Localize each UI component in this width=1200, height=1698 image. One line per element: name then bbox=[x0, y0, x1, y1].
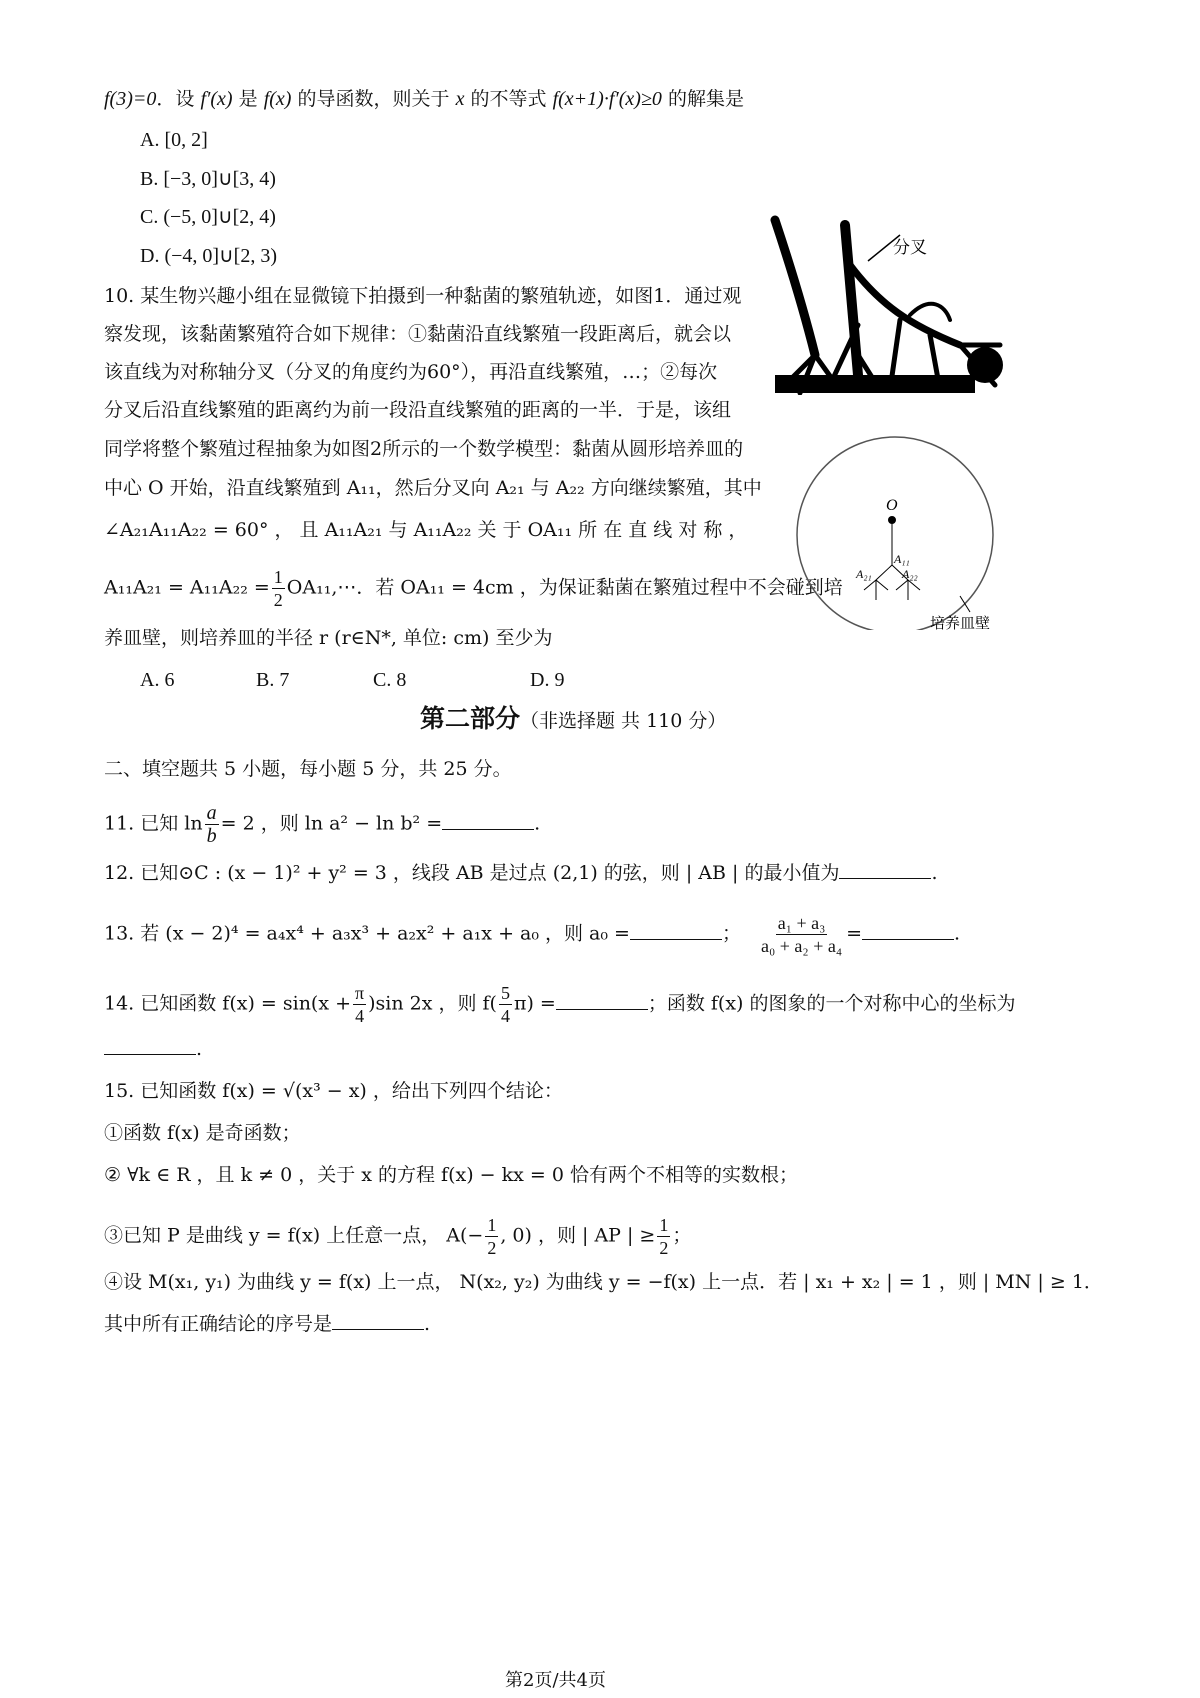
figure-1-slime-mold bbox=[760, 205, 1020, 395]
section2-heading: 二、填空题共 5 小题，每小题 5 分，共 25 分。 bbox=[104, 758, 512, 780]
q10-option-a: A. 6 bbox=[140, 669, 175, 691]
q9-continuation: f(3)=0．设 f′(x) 是 f(x) 的导函数，则关于 x 的不等式 f(x+1)·f′(x)≥0 的解集是 bbox=[104, 88, 744, 110]
q11: 11. 已知 ln $\frac{a}{b}$ = 2 ，则 ln a² − ln b² = . bbox=[104, 802, 541, 847]
q10-line-8: A₁₁A₂₁ = A₁₁A₂₂ = $\frac{1}{2}$ OA₁₁,⋯．若 OA₁₁ = 4cm ，为保证黏菌在繁殖过程中不会碰到培 bbox=[104, 567, 843, 610]
answer-blank[interactable] bbox=[104, 1036, 196, 1055]
answer-blank[interactable] bbox=[332, 1311, 424, 1330]
svg-text:A₂₂: A₂₂ bbox=[902, 567, 918, 581]
q10-option-d: D. 9 bbox=[530, 669, 565, 691]
arrow-icon bbox=[960, 596, 970, 612]
q10-option-c: C. 8 bbox=[373, 669, 407, 691]
q15-statement-1: ①函数 f(x) 是奇函数； bbox=[104, 1122, 301, 1144]
part2-heading: 第二部分（非选择题 共 110 分） bbox=[420, 704, 727, 733]
q9-option-a: A. [0, 2] bbox=[140, 129, 208, 151]
q10-line: 察发现，该黏菌繁殖符合如下规律：①黏菌沿直线繁殖一段距离后，就会以 bbox=[104, 323, 732, 345]
q10-line: 同学将整个繁殖过程抽象为如图2所示的一个数学模型：黏菌从圆形培养皿的 bbox=[104, 438, 744, 460]
q10-line-9: 养皿壁，则培养皿的半径 r (r∈N*, 单位: cm) 至少为 bbox=[104, 627, 553, 649]
answer-blank[interactable] bbox=[862, 921, 954, 940]
q10-line: ∠A₂₁A₁₁A₂₂ = 60° ， 且 A₁₁A₂₁ 与 A₁₁A₂₂ 关 于 OA₁₁ 所 在 直 线 对 称 ， bbox=[104, 519, 748, 541]
q13: 13. 若 (x − 2)⁴ = a₄x⁴ + a₃x³ + a₂x² + a₁x + a₀ ，则 a₀ = ； $\frac{\text{a₁ + a₃}}{\text{a₀ + a₂ + a₄}}$ = . bbox=[104, 913, 961, 956]
q10-line: 该直线为对称轴分叉（分叉的角度约为60°），再沿直线繁殖，…；②每次 bbox=[104, 361, 718, 383]
q12: 12. 已知⊙C : (x − 1)² + y² = 3 ，线段 AB 是过点 (2,1) 的弦，则 | AB | 的最小值为 . bbox=[104, 862, 938, 884]
page-footer: 第2页/共4页 bbox=[505, 1670, 606, 1691]
q9-option-b: B. [−3, 0]∪[3, 4) bbox=[140, 168, 276, 190]
answer-blank[interactable] bbox=[839, 860, 931, 879]
q9-option-d: D. (−4, 0]∪[2, 3) bbox=[140, 245, 278, 267]
answer-blank[interactable] bbox=[442, 811, 534, 830]
q15-statement-3: ③已知 P 是曲线 y = f(x) 上任意一点， A(− $\frac{1}{2}$ , 0) ，则 | AP | ≥ $\frac{1}{2}$ ； bbox=[104, 1215, 692, 1258]
q15-conclusion: 其中所有正确结论的序号是 . bbox=[104, 1313, 431, 1335]
q10-line: 中心 O 开始，沿直线繁殖到 A₁₁，然后分叉向 A₂₁ 与 A₂₂ 方向继续繁殖，其中 bbox=[104, 477, 762, 499]
q15-stem: 15. 已知函数 f(x) = √(x³ − x) ，给出下列四个结论： bbox=[104, 1080, 563, 1102]
q9-option-c: C. (−5, 0]∪[2, 4) bbox=[140, 206, 276, 228]
answer-blank[interactable] bbox=[556, 991, 648, 1010]
answer-blank[interactable] bbox=[630, 921, 722, 940]
q14-blank-line: . bbox=[104, 1036, 202, 1062]
svg-text:A₂₁: A₂₁ bbox=[856, 567, 872, 581]
q10-option-b: B. 7 bbox=[256, 669, 290, 691]
q15-statement-2: ② ∀k ∈ R ，且 k ≠ 0 ，关于 x 的方程 f(x) − kx = 0 恰有两个不相等的实数根； bbox=[104, 1164, 798, 1186]
svg-text:O: O bbox=[886, 497, 898, 514]
figure-1-label: 分叉 bbox=[893, 238, 927, 258]
svg-text:培养皿壁: 培养皿壁 bbox=[930, 614, 991, 630]
figure-2-model bbox=[790, 430, 1020, 630]
q14: 14. 已知函数 f(x) = sin(x + $\frac{\pi}{4}$ )sin 2x ，则 f( $\frac{5}{4}$ π) = ；函数 f(x) 的图象的一个对称中心的坐标为 bbox=[104, 983, 1016, 1026]
q15-statement-4: ④设 M(x₁, y₁) 为曲线 y = f(x) 上一点， N(x₂, y₂) 为曲线 y = −f(x) 上一点．若 | x₁ + x₂ | = 1 ，则 | MN | ≥ 1． bbox=[104, 1271, 1103, 1293]
svg-text:A₁₁: A₁₁ bbox=[894, 552, 910, 566]
q10-line: 分叉后沿直线繁殖的距离约为前一段沿直线繁殖的距离的一半．于是，该组 bbox=[104, 399, 732, 421]
q10-line: 10. 某生物兴趣小组在显微镜下拍摄到一种黏菌的繁殖轨迹，如图1．通过观 bbox=[104, 285, 742, 307]
